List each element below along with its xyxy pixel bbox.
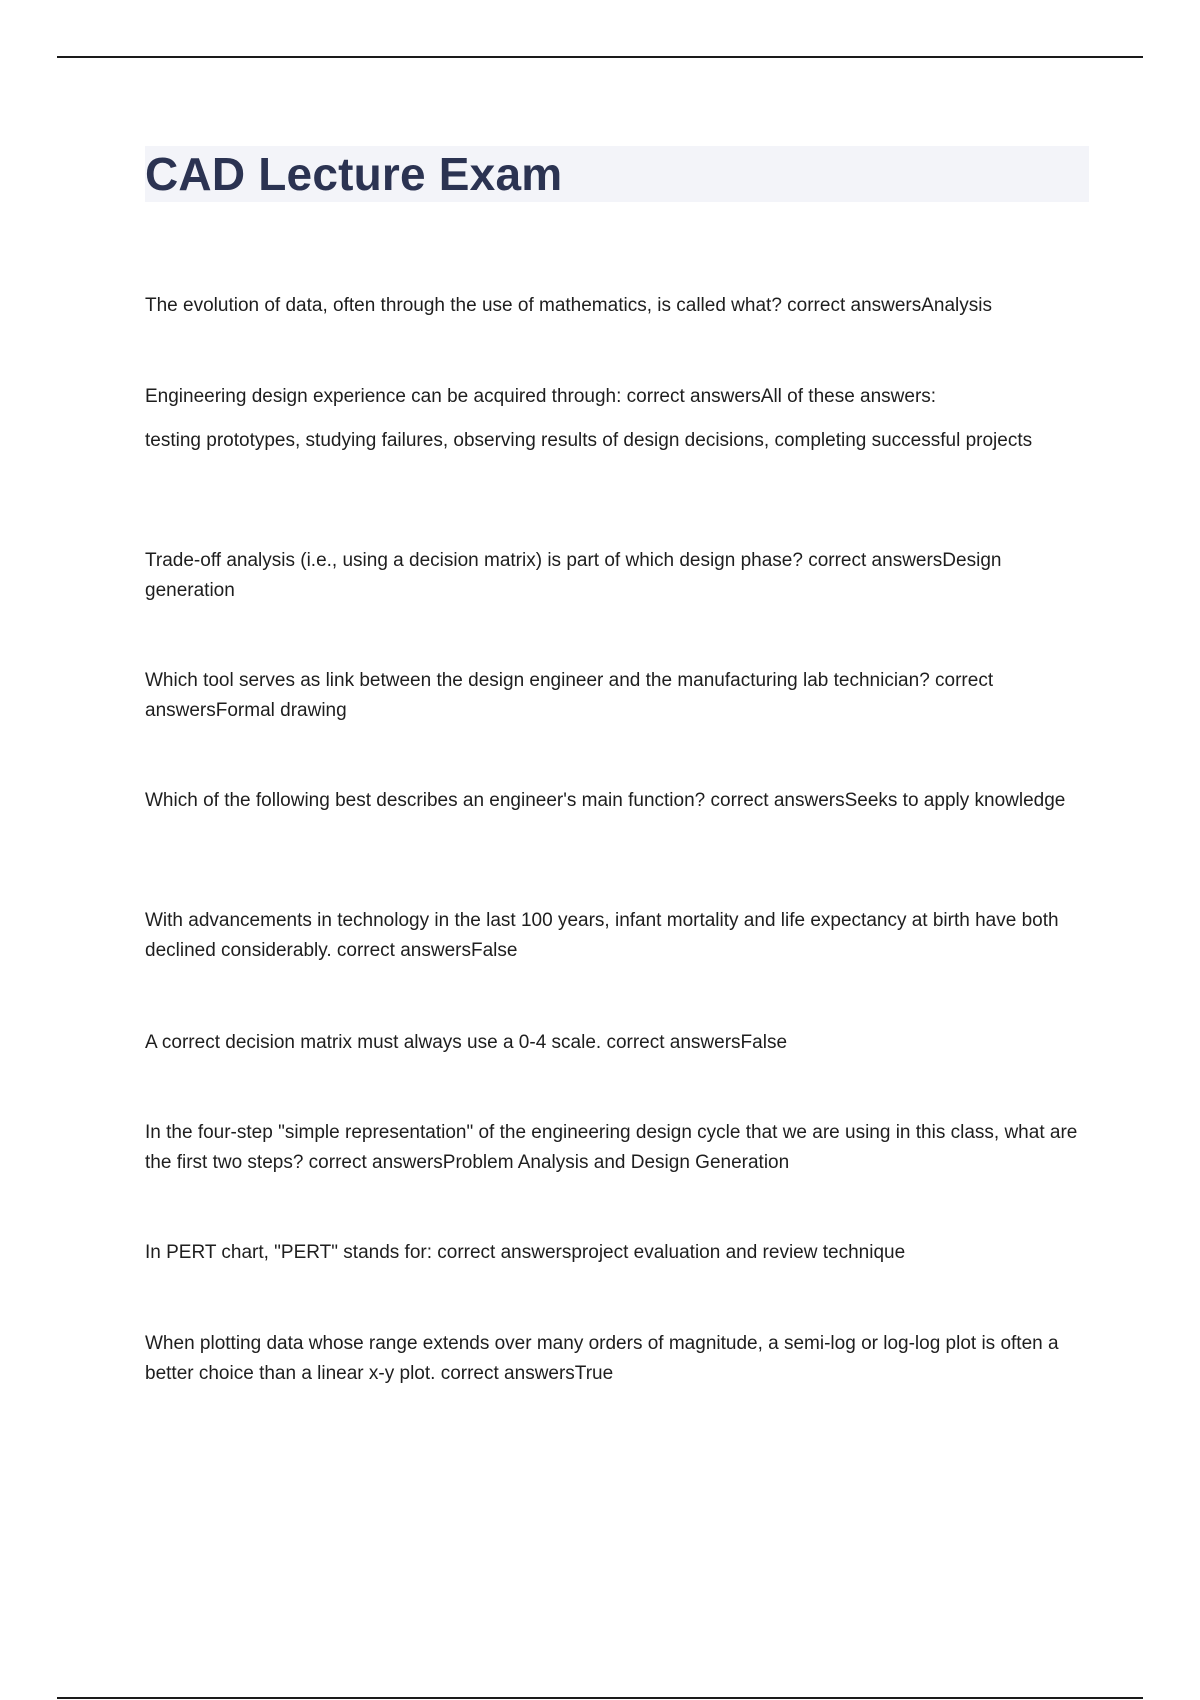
qa-text: With advancements in technology in the last 100 years, infant mortality and life expectancy at birth have both declined considerably. correct answersFalse <box>145 910 1059 961</box>
qa-text: The evolution of data, often through the use of mathematics, is called what? correct answersAnalysis <box>145 295 993 316</box>
qa-item-5 <box>145 786 1089 816</box>
bottom-rule <box>57 1697 1143 1699</box>
qa-item-8 <box>145 1118 1089 1178</box>
qa-text: Which of the following best describes an engineer's main function? correct answersSeeks to apply knowledge <box>145 790 1066 811</box>
qa-item-9 <box>145 1238 1089 1268</box>
qa-text: Which tool serves as link between the design engineer and the manufacturing lab technician? correct answersFormal drawing <box>145 670 994 721</box>
qa-item-10 <box>145 1329 1089 1389</box>
qa-text: When plotting data whose range extends over many orders of magnitude, a semi-log or log-log plot is often a better choice than a linear x-y plot. correct answersTrue <box>145 1333 1059 1384</box>
qa-text: A correct decision matrix must always use a 0-4 scale. correct answersFalse <box>145 1032 788 1053</box>
qa-text: In the four-step "simple representation" of the engineering design cycle that we are using in this class, what are the first two steps? correct answersProblem Analysis and Design Generation <box>145 1122 1078 1173</box>
qa-item-7 <box>145 1028 1089 1058</box>
qa-item-3 <box>145 546 1089 606</box>
qa-text: In PERT chart, "PERT" stands for: correct answersproject evaluation and review technique <box>145 1242 906 1263</box>
qa-item-1 <box>145 291 1089 321</box>
qa-item-4 <box>145 666 1089 726</box>
qa-text: Engineering design experience can be acquired through: correct answersAll of these answers: <box>145 386 937 407</box>
qa-item-2 <box>145 382 1089 456</box>
page-title: CAD Lecture Exam <box>145 148 563 200</box>
title-band <box>145 146 1089 202</box>
top-rule <box>57 56 1143 58</box>
qa-text: Trade-off analysis (i.e., using a decision matrix) is part of which design phase? correct answersDesign generation <box>145 550 1002 601</box>
qa-text-continued: testing prototypes, studying failures, observing results of design decisions, completing successful projects <box>145 430 1033 451</box>
qa-item-6 <box>145 906 1089 966</box>
